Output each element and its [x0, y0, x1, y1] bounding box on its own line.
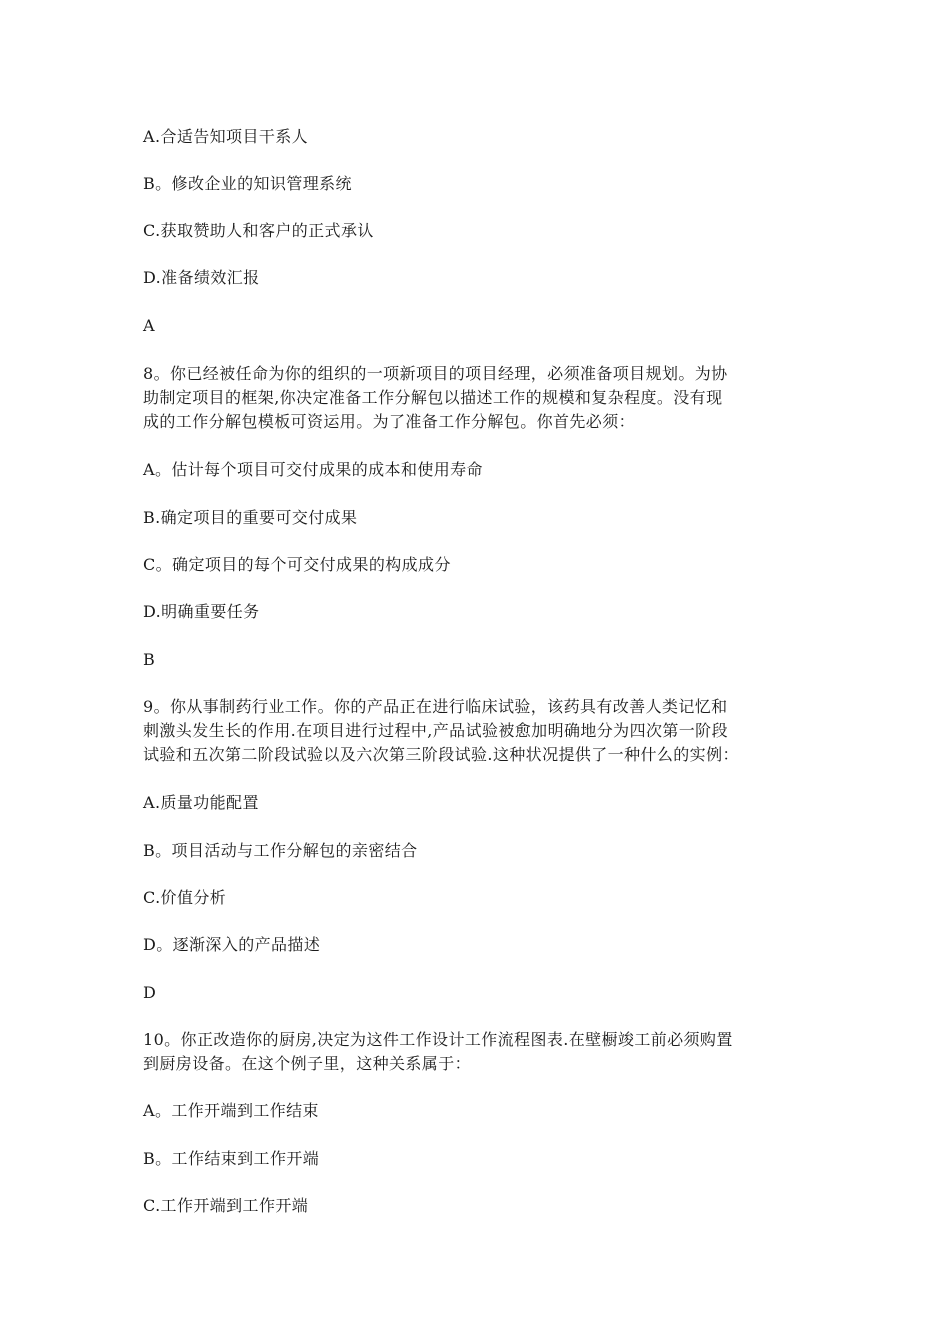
q8-stem: [143, 362, 823, 434]
q8-stem-line: 助制定项目的框架,你决定准备工作分解包以描述工作的规模和复杂程度。没有现: [143, 388, 723, 407]
q9-option-a: A.质量功能配置: [143, 793, 259, 812]
q9-stem: [143, 695, 823, 767]
q8-option-d: D.明确重要任务: [143, 602, 260, 621]
q9-option-b: B。项目活动与工作分解包的亲密结合: [143, 841, 418, 860]
q9-answer: D: [143, 983, 157, 1002]
q10-stem-line: 到厨房设备。在这个例子里，这种关系属于：: [143, 1054, 472, 1073]
q10-option-a: A。工作开端到工作结束: [143, 1101, 319, 1120]
q10-option-c: C.工作开端到工作开端: [143, 1196, 309, 1215]
q9-stem-line: 刺激头发生长的作用.在项目进行过程中,产品试验被愈加明确地分为四次第一阶段: [143, 721, 728, 740]
q7-option-a: A.合适告知项目干系人: [143, 127, 309, 146]
q10-option-b: B。工作结束到工作开端: [143, 1149, 320, 1168]
q7-option-c: C.获取赞助人和客户的正式承认: [143, 221, 374, 240]
q8-option-b: B.确定项目的重要可交付成果: [143, 508, 358, 527]
q8-option-c: C。确定项目的每个可交付成果的构成成分: [143, 555, 451, 574]
q9-stem-line: 9。你从事制药行业工作。你的产品正在进行临床试验，该药具有改善人类记忆和: [143, 697, 728, 716]
q9-option-d: D。逐渐深入的产品描述: [143, 935, 321, 954]
q7-option-d: D.准备绩效汇报: [143, 268, 260, 287]
q8-stem-line: 成的工作分解包模板可资运用。为了准备工作分解包。你首先必须：: [143, 412, 636, 431]
q8-option-a: A。估计每个项目可交付成果的成本和使用寿命: [143, 460, 483, 479]
q8-answer: B: [143, 650, 156, 669]
q7-answer: A: [143, 316, 155, 335]
q9-stem-line: 试验和五次第二阶段试验以及六次第三阶段试验.这种状况提供了一种什么的实例：: [143, 745, 739, 764]
q8-stem-line: 8。你已经被任命为你的组织的一项新项目的项目经理，必须准备项目规划。为协: [143, 364, 728, 383]
q10-stem: [143, 1028, 823, 1076]
q9-option-c: C.价值分析: [143, 888, 227, 907]
q7-option-b: B。修改企业的知识管理系统: [143, 174, 352, 193]
q10-stem-line: 10。你正改造你的厨房,决定为这件工作设计工作流程图表.在壁橱竣工前必须购置: [143, 1030, 733, 1049]
